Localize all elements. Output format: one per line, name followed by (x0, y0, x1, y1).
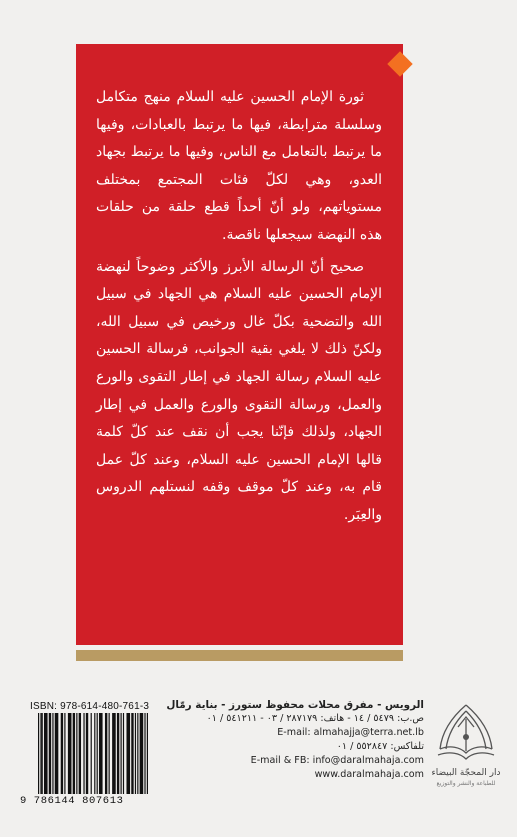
publisher-logo-name: دار المحجّة البيضاء (431, 768, 501, 778)
publisher-fax: تلفاكس: ٥٥٢٨٤٧ / ٠١ (336, 741, 424, 752)
barcode-digits: 9 786144 807613 (20, 795, 124, 807)
gold-band (76, 650, 403, 661)
publisher-logo-subtitle: للطباعة والنشر والتوزيع (436, 780, 496, 787)
barcode-icon (36, 713, 150, 794)
publisher-info (166, 698, 424, 782)
isbn-label: ISBN: 978-614-480-761-3 (30, 701, 150, 712)
publisher-fb: E-mail & FB: info@daralmahaja.com (250, 755, 424, 766)
publisher-email: E-mail: almahajja@terra.net.lb (277, 727, 424, 738)
back-cover-text (96, 84, 382, 530)
paragraph-1: ثورة الإمام الحسين عليه السلام منهج متكامل وسلسلة مترابطة، فيها ما يرتبط بالعبادات، وفيها ما يرتبط بالتعامل مع الناس، وفيها ما يرتبط بجهاد العدو، وهي لكلّ فئات المجتمع بمختلف مستوياتهم، ولو أنّ أحداً قطع حلقة من حلقات هذه النهضة سيجعلها ناقصة. (96, 89, 382, 243)
publisher-phone: ص.ب: ٥٤٧٩ / ١٤ - هاتف: ٢٨٧١٧٩ / ٠٣ - ٥٤١٢١١ / ٠١ (206, 713, 424, 724)
paragraph-2: صحيح أنّ الرسالة الأبرز والأكثر وضوحاً لنهضة الإمام الحسين عليه السلام هي الجهاد في سبيل الله والتضحية بكلّ غال ورخيص في سبيل الله، ولكنّ ذلك لا يلغي بقية الجوانب، فرسالة الحسين عليه السلام رسالة الجهاد في إطار التقوى والورع والعمل، ورسالة التقوى والورع والعمل في إطار الجهاد، ولذلك فإنّنا يجب أن نقف عند كلّ كلمة قالها الإمام الحسين عليه السلام، وعند كلّ عمل قام به، وعند كلّ موقف وقفه لنستلهم الدروس والعِبَر. (96, 258, 382, 523)
publisher-website: www.daralmahaja.com (314, 769, 424, 780)
publisher-address: الرويس - مفرق محلات محفوظ ستورز - بناية رمّال (166, 699, 424, 711)
publisher-logo-icon (430, 697, 502, 773)
